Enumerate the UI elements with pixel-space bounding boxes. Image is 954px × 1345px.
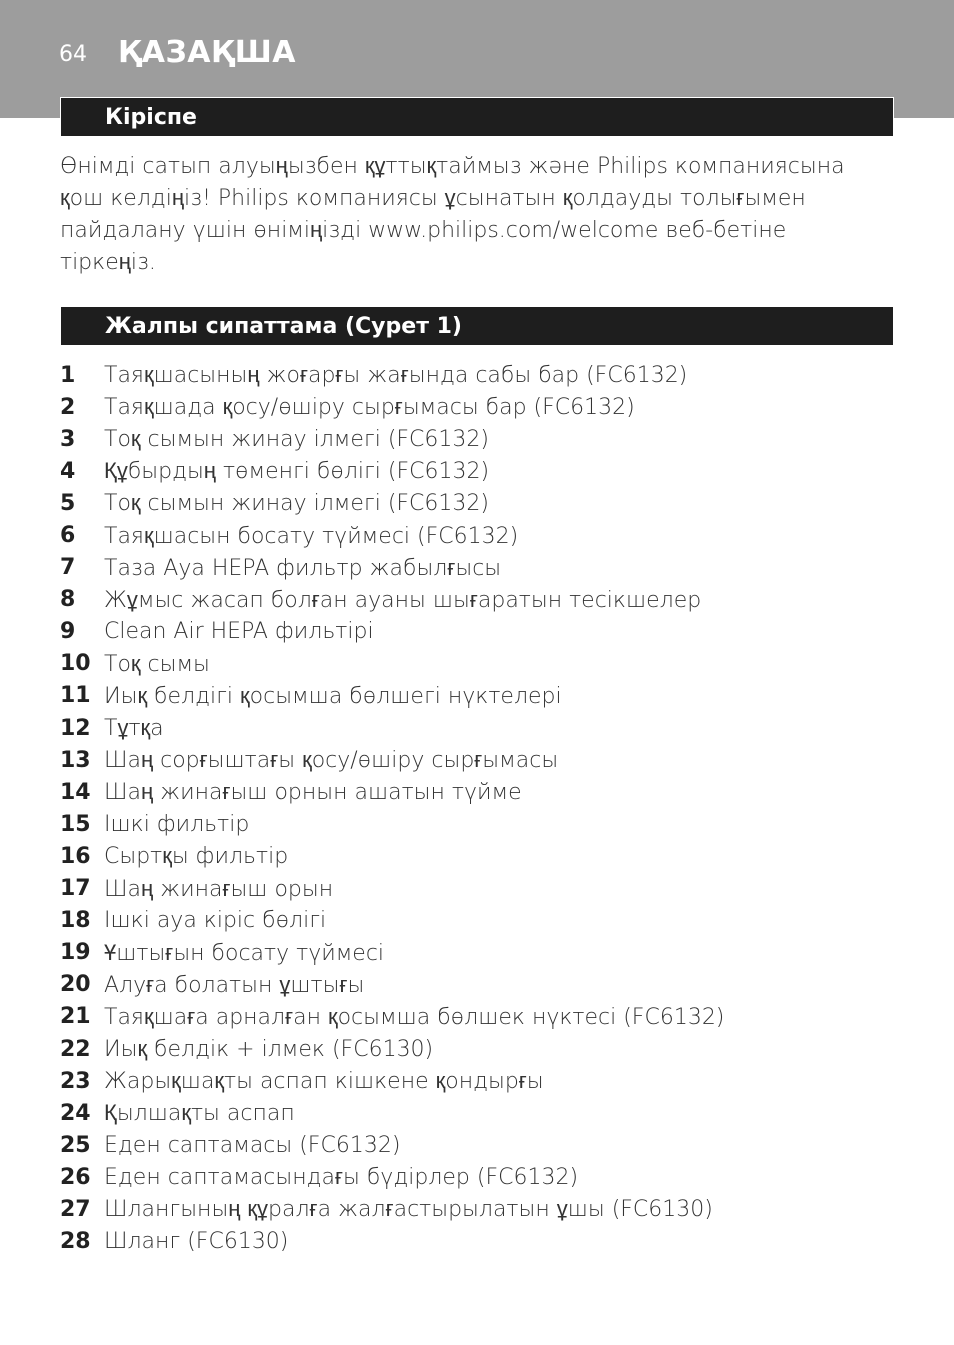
item-text: Таяқшасын босату түймесі (FC6132) [104, 523, 519, 549]
list-item [60, 776, 890, 808]
item-text: Алуға болатын ұштығы [104, 972, 365, 998]
item-number: 9 [60, 619, 76, 645]
list-item [60, 584, 890, 616]
list-item [60, 1033, 890, 1065]
list-item [60, 1065, 890, 1097]
item-number: 18 [60, 908, 91, 934]
item-number: 6 [60, 523, 76, 549]
item-number: 8 [60, 587, 76, 613]
item-text: Шаң жинағыш орнын ашатын түйме [104, 780, 522, 806]
item-number: 3 [60, 426, 76, 452]
list-item [60, 969, 890, 1001]
list-item [60, 1001, 890, 1033]
item-text: Таза Ауа HEPA фильтр жабылғысы [104, 555, 502, 581]
item-number: 28 [60, 1229, 91, 1255]
intro-paragraph: Өнімді сатып алуыңызбен құттықтаймыз және Philips компаниясына қош келдіңіз! Philips компаниясы ұсынатын қолдауды толығымен пайдалану үшін өніміңізді www.philips.com/welcome веб-бетіне тіркеңіз. [60, 154, 845, 275]
list-item [60, 1193, 890, 1225]
list-item [60, 905, 890, 937]
list-item [60, 840, 890, 872]
list-item [60, 648, 890, 680]
section-heading-intro-label: Кіріспе [105, 105, 197, 130]
item-number: 4 [60, 458, 76, 484]
item-text: Шаң жинағыш орын [104, 876, 334, 902]
item-number: 20 [60, 972, 91, 998]
item-text: Иық белдік + ілмек (FC6130) [104, 1037, 434, 1063]
list-item [60, 712, 890, 744]
list-item [60, 1129, 890, 1161]
item-text: Иық белдігі қосымша бөлшегі нүктелері [104, 683, 562, 709]
item-number: 14 [60, 779, 91, 805]
page-number: 64 [59, 42, 87, 67]
item-text: Тұтқа [104, 716, 164, 742]
item-number: 22 [60, 1036, 91, 1062]
item-number: 2 [60, 394, 76, 420]
item-text: Қылшақты аспап [104, 1101, 295, 1127]
section-heading-intro [60, 97, 894, 137]
item-number: 16 [60, 843, 91, 869]
item-text: Еден саптамасы (FC6132) [104, 1132, 401, 1158]
item-text: Таяқшаға арналған қосымша бөлшек нүктесі (FC6132) [104, 1004, 725, 1030]
item-text: Сыртқы фильтір [104, 844, 289, 870]
item-number: 23 [60, 1068, 91, 1094]
item-text: Тоқ сымын жинау ілмегі (FC6132) [104, 427, 489, 453]
list-item [60, 1097, 890, 1129]
list-item [60, 1226, 890, 1258]
item-number: 10 [60, 651, 91, 677]
list-item [60, 680, 890, 712]
item-number: 7 [60, 555, 76, 581]
item-number: 19 [60, 940, 91, 966]
item-number: 12 [60, 715, 91, 741]
item-text: Таяқшада қосу/өшіру сырғымасы бар (FC6132) [104, 395, 635, 421]
list-item [60, 359, 890, 391]
item-text: Тоқ сымын жинау ілмегі (FC6132) [104, 491, 489, 517]
item-text: Шланг (FC6130) [104, 1229, 289, 1255]
list-item [60, 937, 890, 969]
language-title: ҚАЗАҚША [118, 35, 297, 70]
item-number: 5 [60, 490, 76, 516]
list-item [60, 423, 890, 455]
item-number: 27 [60, 1196, 91, 1222]
item-text: Шлангының құралға жалғастырылатын ұшы (FC6130) [104, 1197, 713, 1223]
list-item [60, 808, 890, 840]
list-item [60, 744, 890, 776]
list-item [60, 1161, 890, 1193]
list-item [60, 552, 890, 584]
section-heading-general-label: Жалпы сипаттама (Сурет 1) [105, 314, 462, 339]
item-text: Шаң сорғыштағы қосу/өшіру сырғымасы [104, 748, 559, 774]
item-number: 13 [60, 747, 91, 773]
item-text: Ішкі ауа кіріс бөлігі [104, 908, 327, 934]
item-text: Таяқшасының жоғарғы жағында сабы бар (FC6132) [104, 363, 688, 389]
item-number: 11 [60, 683, 91, 709]
item-text: Ұштығын босату түймесі [104, 940, 385, 966]
item-text: Жұмыс жасап болған ауаны шығаратын тесікшелер [104, 587, 702, 613]
list-item [60, 391, 890, 423]
item-number: 21 [60, 1004, 91, 1030]
item-text: Ішкі фильтір [104, 811, 250, 837]
list-item [60, 455, 890, 487]
item-text: Құбырдың төменгі бөлігі (FC6132) [104, 459, 490, 485]
item-text: Clean Air HEPA фильтірі [104, 619, 374, 645]
section-heading-general [60, 306, 894, 346]
item-number: 24 [60, 1100, 91, 1126]
list-item [60, 519, 890, 551]
item-number: 25 [60, 1132, 91, 1158]
item-number: 15 [60, 811, 91, 837]
item-number: 1 [60, 362, 76, 388]
list-item [60, 616, 890, 648]
item-text: Тоқ сымы [104, 651, 210, 677]
item-text: Еден саптамасындағы бүдірлер (FC6132) [104, 1165, 579, 1191]
list-item [60, 487, 890, 519]
item-number: 26 [60, 1164, 91, 1190]
parts-list [60, 359, 890, 1258]
item-number: 17 [60, 876, 91, 902]
item-text: Жарықшақты аспап кішкене қондырғы [104, 1069, 544, 1095]
list-item [60, 873, 890, 905]
